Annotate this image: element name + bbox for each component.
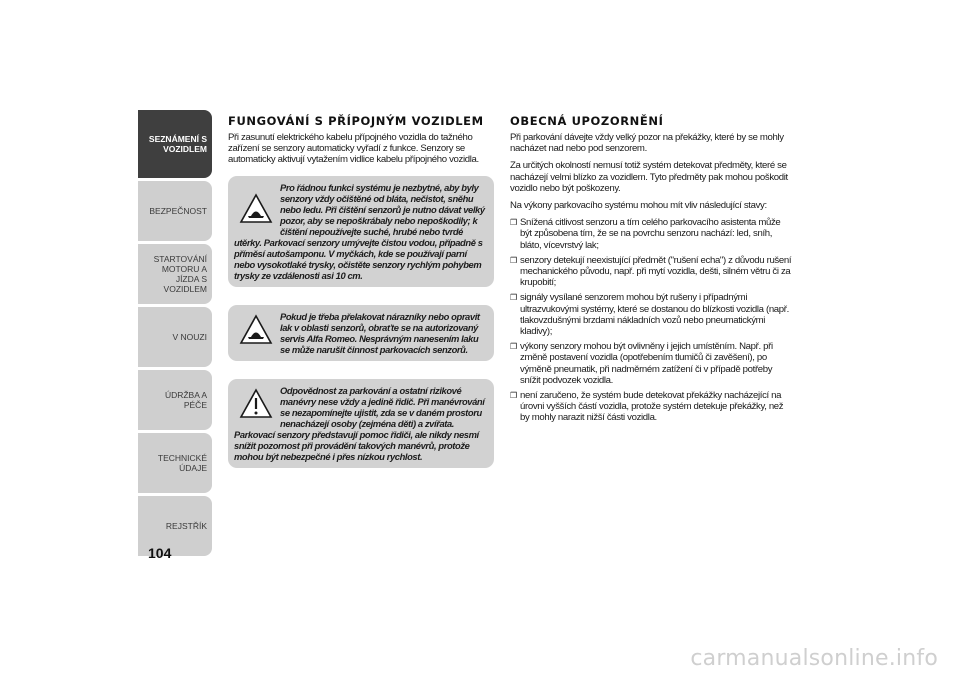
tab-label: ÚDRŽBA A PÉČE <box>164 390 207 410</box>
list-item: ❒ není zaručeno, že systém bude detekovat překážky nacházející na úrovni vyšších částí vozidla, protože systém detekuje překážky, než by mohly narazit nižší části vozidla. <box>510 390 784 424</box>
conditions-list <box>510 217 792 423</box>
section-heading: FUNGOVÁNÍ S PŘÍPOJNÝM VOZIDLEM <box>228 114 484 128</box>
warning-triangle-icon <box>238 192 274 226</box>
towing-section <box>228 114 494 468</box>
warning-box <box>228 176 494 287</box>
section-heading: OBECNÁ UPOZORNĚNÍ <box>510 114 664 128</box>
tab-label: BEZPEČNOST <box>149 206 207 216</box>
body-paragraph: Při parkování dávejte vždy velký pozor na překážky, které by se mohly nacházet nad nebo pod senzorem. <box>510 132 784 155</box>
tab-udrzba-a-pece[interactable] <box>138 370 212 430</box>
watermark-text: carmanualsonline.info <box>690 646 938 671</box>
warning-triangle-icon <box>238 313 274 347</box>
warning-box <box>228 305 494 361</box>
tab-label: TECHNICKÉ ÚDAJE <box>157 453 207 473</box>
intro-paragraph: Při zasunutí elektrického kabelu přípojného vozidla do tažného zařízení se senzory automaticky vyřadí z funkce. Senzory se automaticky aktivují vytažením vidlice kabelu přípojného vozidla. <box>228 132 479 166</box>
page-number: 104 <box>148 545 172 561</box>
tab-startovani[interactable] <box>138 244 212 304</box>
general-warnings-section <box>510 114 792 428</box>
warning-text: Pokud je třeba přelakovat nárazníky nebo opravit lak v oblasti senzorů, obraťte se na autorizovaný servis Alfa Romeo. Nesprávným nanesením laku se může narušit činnost parkovacích senzorů. <box>280 310 480 355</box>
tab-label: SEZNÁMENÍ S VOZIDLEM <box>148 134 207 154</box>
body-paragraph: Za určitých okolností nemusí totiž systém detekovat předměty, které se nacházejí velmi blízko za vozidlem. Tyto předměty pak mohou poškodit vozidlo nebo být poškozeny. <box>510 160 788 194</box>
warning-box <box>228 379 494 468</box>
tab-label: V NOUZI <box>172 332 207 342</box>
list-item: ❒ výkony senzory mohou být ovlivněny i jejich umístěním. Např. při změně postavení vozidla (opotřebením tlumičů či zavěšení), po výměně pneumatik, při nadměrném zatížení či v případě potřeby snížit podvozek vozidla. <box>510 341 773 386</box>
tab-label: STARTOVÁNÍ MOTORU A JÍZDA S VOZIDLEM <box>153 254 207 294</box>
checkbox-bullet-icon: ❒ <box>510 342 517 352</box>
checkbox-bullet-icon: ❒ <box>510 218 517 228</box>
tab-seznameni-s-vozidlem[interactable] <box>138 110 212 178</box>
list-item: ❒ signály vysílané senzorem mohou být rušeny i případnými ultrazvukovými systémy, které se dostanou do blízkosti vozidla (např. tlakovzdušnými brzdami nákladních vozů nebo pneumatickými kladivy); <box>510 292 789 338</box>
checkbox-bullet-icon: ❒ <box>510 293 517 303</box>
tab-v-nouzi[interactable] <box>138 307 212 367</box>
tab-technicke-udaje[interactable] <box>138 433 212 493</box>
list-item: ❒ Snížená citlivost senzoru a tím celého parkovacího asistenta může být způsobena tím, že se na povrchu senzoru nachází: led, sníh, bláto, vícevrstvý lak; <box>510 217 781 251</box>
checkbox-bullet-icon: ❒ <box>510 391 517 401</box>
tab-label: REJSTŘÍK <box>165 521 207 531</box>
warning-text: Odpovědnost za parkování a ostatní rizikové manévry nese vždy a jedině řidič. Při manévrování se nezapomínejte ujistit, zda se v daném prostoru nenacházejí osoby (zejména děti) a zvířata. Parkovací senzory představují pomoc řidiči, ale nikdy nesmí snížit pozornost při provádění takových manévrů, protože mohou být nebezpečné i přes nízkou rychlost. <box>234 384 485 462</box>
body-paragraph: Na výkony parkovacího systému mohou mít vliv následující stavy: <box>510 200 767 212</box>
list-item: ❒ senzory detekují neexistující předmět ("rušení echa") z důvodu rušení mechanického původu, např. při mytí vozidla, dešti, silném větru či za krupobití; <box>510 254 792 289</box>
warning-text: Pro řádnou funkci systému je nezbytné, aby byly senzory vždy očištěné od bláta, nečistot, sněhu nebo ledu. Při čištění senzorů je nutno dávat velký pozor, aby se nepoškrábaly nebo nepoškodily; k čištění nepoužívejte suché, hrubé nebo tvrdé utěrky. Parkovací senzory umývejte čistou vodou, případně s příměsí autošamponu. V myčkách, kde se používají parní nebo vysokotlaké trysky, očistěte senzory rychlým pohybem trysky ze vzdálenosti asi 10 cm. <box>234 181 485 281</box>
warning-triangle-icon <box>238 387 274 421</box>
tab-bezpecnost[interactable] <box>138 181 212 241</box>
checkbox-bullet-icon: ❒ <box>510 255 517 265</box>
